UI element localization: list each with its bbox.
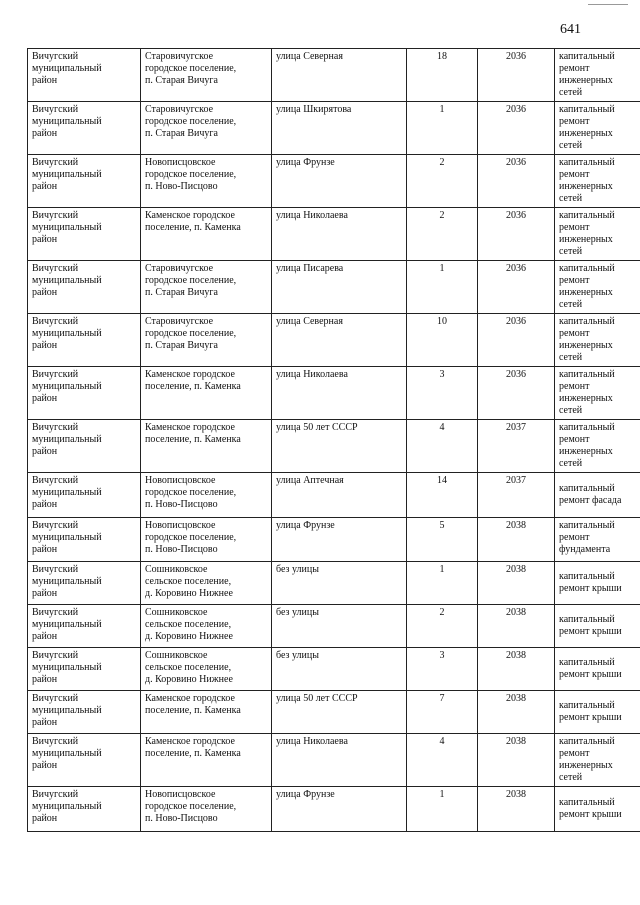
settlement-cell-text: Каменское городское поселение, п. Каменка	[145, 693, 241, 716]
district-cell	[28, 518, 141, 562]
table-row	[28, 314, 640, 367]
table-row	[28, 367, 640, 420]
work-type-cell	[555, 691, 640, 734]
year-cell	[478, 518, 555, 562]
settlement-cell-text: Сошниковское сельское поселение, д. Коровино Нижнее	[145, 650, 233, 685]
house-number-cell	[407, 261, 478, 314]
year-cell	[478, 605, 555, 648]
district-cell-text: Вичугский муниципальный район	[32, 736, 102, 771]
work-type-cell	[555, 367, 640, 420]
street-cell	[272, 518, 407, 562]
work-type-cell-text: капитальный ремонт фундамента	[559, 520, 615, 555]
settlement-cell-text: Старовичугское городское поселение, п. Старая Вичуга	[145, 51, 237, 86]
table-row	[28, 562, 640, 605]
street-cell	[272, 314, 407, 367]
year-cell-text: 2038	[506, 789, 526, 800]
settlement-cell-text: Сошниковское сельское поселение, д. Коровино Нижнее	[145, 564, 233, 599]
house-number-cell	[407, 208, 478, 261]
settlement-cell	[141, 562, 272, 605]
table-row	[28, 787, 640, 832]
district-cell-text: Вичугский муниципальный район	[32, 263, 102, 298]
district-cell-text: Вичугский муниципальный район	[32, 789, 102, 824]
house-number-cell	[407, 314, 478, 367]
street-cell	[272, 102, 407, 155]
year-cell-text: 2038	[506, 650, 526, 661]
work-type-cell-text: капитальный ремонт инженерных сетей	[559, 369, 615, 416]
district-cell-text: Вичугский муниципальный район	[32, 520, 102, 555]
settlement-cell-text: Сошниковское сельское поселение, д. Коровино Нижнее	[145, 607, 233, 642]
district-cell-text: Вичугский муниципальный район	[32, 607, 102, 642]
district-cell-text: Вичугский муниципальный район	[32, 422, 102, 457]
district-cell	[28, 102, 141, 155]
street-cell-text: улица 50 лет СССР	[276, 693, 358, 704]
table-row	[28, 49, 640, 102]
work-type-cell-text: капитальный ремонт инженерных сетей	[559, 104, 615, 151]
house-number-cell	[407, 562, 478, 605]
house-number-cell-text: 1	[439, 263, 445, 274]
district-cell-text: Вичугский муниципальный район	[32, 369, 102, 404]
house-number-cell-text: 1	[439, 564, 445, 575]
year-cell	[478, 648, 555, 691]
house-number-cell-text: 3	[439, 650, 445, 661]
settlement-cell	[141, 691, 272, 734]
registry-table-body	[28, 49, 640, 832]
settlement-cell	[141, 605, 272, 648]
district-cell-text: Вичугский муниципальный район	[32, 475, 102, 510]
year-cell	[478, 208, 555, 261]
house-number-cell-text: 4	[439, 736, 445, 747]
house-number-cell-text: 2	[439, 607, 445, 618]
district-cell	[28, 314, 141, 367]
year-cell	[478, 367, 555, 420]
house-number-cell	[407, 102, 478, 155]
house-number-cell	[407, 734, 478, 787]
year-cell	[478, 49, 555, 102]
street-cell-text: без улицы	[276, 564, 319, 575]
work-type-cell-text: капитальный ремонт инженерных сетей	[559, 263, 615, 310]
house-number-cell-text: 4	[439, 422, 445, 433]
district-cell-text: Вичугский муниципальный район	[32, 157, 102, 192]
year-cell-text: 2038	[506, 564, 526, 575]
work-type-cell	[555, 787, 640, 832]
street-cell	[272, 691, 407, 734]
district-cell	[28, 49, 141, 102]
district-cell	[28, 605, 141, 648]
settlement-cell	[141, 518, 272, 562]
work-type-cell	[555, 314, 640, 367]
house-number-cell	[407, 473, 478, 518]
page-number: 641	[560, 22, 581, 37]
district-cell	[28, 787, 141, 832]
settlement-cell	[141, 102, 272, 155]
house-number-cell	[407, 691, 478, 734]
street-cell-text: без улицы	[276, 650, 319, 661]
district-cell	[28, 691, 141, 734]
table-row	[28, 420, 640, 473]
table-row	[28, 155, 640, 208]
district-cell-text: Вичугский муниципальный район	[32, 650, 102, 685]
year-cell-text: 2038	[506, 520, 526, 531]
work-type-cell-text: капитальный ремонт инженерных сетей	[559, 51, 615, 98]
street-cell-text: улица Фрунзе	[276, 520, 335, 531]
house-number-cell	[407, 367, 478, 420]
table-row	[28, 102, 640, 155]
house-number-cell-text: 14	[437, 475, 447, 486]
district-cell	[28, 648, 141, 691]
settlement-cell	[141, 420, 272, 473]
table-row	[28, 691, 640, 734]
settlement-cell	[141, 367, 272, 420]
work-type-cell	[555, 605, 640, 648]
work-type-cell-text: капитальный ремонт крыши	[559, 797, 622, 820]
district-cell-text: Вичугский муниципальный район	[32, 316, 102, 351]
work-type-cell	[555, 648, 640, 691]
street-cell	[272, 787, 407, 832]
district-cell	[28, 208, 141, 261]
street-cell	[272, 562, 407, 605]
district-cell	[28, 261, 141, 314]
settlement-cell-text: Старовичугское городское поселение, п. Старая Вичуга	[145, 316, 237, 351]
street-cell	[272, 261, 407, 314]
settlement-cell	[141, 155, 272, 208]
district-cell	[28, 155, 141, 208]
year-cell-text: 2036	[506, 157, 526, 168]
house-number-cell	[407, 605, 478, 648]
year-cell	[478, 787, 555, 832]
house-number-cell	[407, 787, 478, 832]
work-type-cell	[555, 208, 640, 261]
district-cell	[28, 367, 141, 420]
work-type-cell	[555, 102, 640, 155]
work-type-cell-text: капитальный ремонт крыши	[559, 571, 622, 594]
work-type-cell-text: капитальный ремонт фасада	[559, 483, 622, 506]
work-type-cell-text: капитальный ремонт инженерных сетей	[559, 736, 615, 783]
street-cell	[272, 648, 407, 691]
table-row	[28, 605, 640, 648]
year-cell	[478, 734, 555, 787]
district-cell-text: Вичугский муниципальный район	[32, 564, 102, 599]
settlement-cell	[141, 49, 272, 102]
year-cell	[478, 691, 555, 734]
settlement-cell	[141, 208, 272, 261]
work-type-cell	[555, 261, 640, 314]
house-number-cell-text: 10	[437, 316, 447, 327]
settlement-cell-text: Каменское городское поселение, п. Каменка	[145, 369, 241, 392]
settlement-cell-text: Каменское городское поселение, п. Каменка	[145, 736, 241, 759]
work-type-cell	[555, 734, 640, 787]
street-cell	[272, 734, 407, 787]
year-cell-text: 2036	[506, 104, 526, 115]
top-rule	[588, 4, 628, 5]
table-row	[28, 473, 640, 518]
district-cell	[28, 473, 141, 518]
street-cell-text: улица 50 лет СССР	[276, 422, 358, 433]
house-number-cell-text: 2	[439, 157, 445, 168]
year-cell	[478, 102, 555, 155]
district-cell-text: Вичугский муниципальный район	[32, 210, 102, 245]
year-cell-text: 2037	[506, 475, 526, 486]
table-row	[28, 261, 640, 314]
settlement-cell-text: Новописцовское городское поселение, п. Ново-Писцово	[145, 520, 237, 555]
settlement-cell-text: Каменское городское поселение, п. Каменка	[145, 422, 241, 445]
settlement-cell	[141, 314, 272, 367]
year-cell-text: 2036	[506, 316, 526, 327]
street-cell	[272, 420, 407, 473]
year-cell-text: 2038	[506, 607, 526, 618]
year-cell	[478, 261, 555, 314]
work-type-cell-text: капитальный ремонт крыши	[559, 657, 622, 680]
work-type-cell-text: капитальный ремонт инженерных сетей	[559, 316, 615, 363]
district-cell-text: Вичугский муниципальный район	[32, 693, 102, 728]
year-cell	[478, 562, 555, 605]
work-type-cell-text: капитальный ремонт крыши	[559, 614, 622, 637]
house-number-cell-text: 18	[437, 51, 447, 62]
settlement-cell-text: Старовичугское городское поселение, п. Старая Вичуга	[145, 104, 237, 139]
street-cell-text: улица Северная	[276, 51, 343, 62]
settlement-cell-text: Старовичугское городское поселение, п. Старая Вичуга	[145, 263, 237, 298]
year-cell	[478, 314, 555, 367]
work-type-cell	[555, 49, 640, 102]
table-row	[28, 518, 640, 562]
settlement-cell	[141, 648, 272, 691]
settlement-cell	[141, 261, 272, 314]
house-number-cell-text: 1	[439, 104, 445, 115]
settlement-cell-text: Новописцовское городское поселение, п. Ново-Писцово	[145, 475, 237, 510]
settlement-cell	[141, 473, 272, 518]
street-cell-text: улица Фрунзе	[276, 157, 335, 168]
district-cell	[28, 562, 141, 605]
house-number-cell-text: 1	[439, 789, 445, 800]
street-cell-text: улица Николаева	[276, 736, 348, 747]
year-cell	[478, 473, 555, 518]
year-cell-text: 2038	[506, 736, 526, 747]
settlement-cell	[141, 787, 272, 832]
street-cell-text: улица Шкирятова	[276, 104, 352, 115]
work-type-cell	[555, 420, 640, 473]
year-cell-text: 2036	[506, 263, 526, 274]
year-cell-text: 2036	[506, 51, 526, 62]
street-cell	[272, 49, 407, 102]
work-type-cell	[555, 155, 640, 208]
street-cell	[272, 367, 407, 420]
street-cell	[272, 208, 407, 261]
house-number-cell	[407, 518, 478, 562]
street-cell	[272, 155, 407, 208]
house-number-cell-text: 3	[439, 369, 445, 380]
settlement-cell	[141, 734, 272, 787]
work-type-cell	[555, 518, 640, 562]
house-number-cell	[407, 648, 478, 691]
street-cell-text: улица Фрунзе	[276, 789, 335, 800]
district-cell	[28, 734, 141, 787]
street-cell-text: улица Писарева	[276, 263, 344, 274]
year-cell	[478, 420, 555, 473]
street-cell-text: улица Аптечная	[276, 475, 344, 486]
work-type-cell-text: капитальный ремонт инженерных сетей	[559, 422, 615, 469]
street-cell	[272, 473, 407, 518]
registry-table	[27, 48, 640, 832]
work-type-cell	[555, 473, 640, 518]
street-cell-text: без улицы	[276, 607, 319, 618]
year-cell	[478, 155, 555, 208]
work-type-cell	[555, 562, 640, 605]
house-number-cell	[407, 155, 478, 208]
street-cell-text: улица Николаева	[276, 210, 348, 221]
district-cell	[28, 420, 141, 473]
work-type-cell-text: капитальный ремонт крыши	[559, 700, 622, 723]
work-type-cell-text: капитальный ремонт инженерных сетей	[559, 157, 615, 204]
settlement-cell-text: Новописцовское городское поселение, п. Ново-Писцово	[145, 789, 237, 824]
year-cell-text: 2037	[506, 422, 526, 433]
table-row	[28, 208, 640, 261]
district-cell-text: Вичугский муниципальный район	[32, 51, 102, 86]
table-row	[28, 648, 640, 691]
house-number-cell	[407, 49, 478, 102]
street-cell	[272, 605, 407, 648]
table-row	[28, 734, 640, 787]
year-cell-text: 2036	[506, 369, 526, 380]
street-cell-text: улица Северная	[276, 316, 343, 327]
year-cell-text: 2036	[506, 210, 526, 221]
house-number-cell-text: 7	[439, 693, 445, 704]
house-number-cell-text: 2	[439, 210, 445, 221]
house-number-cell	[407, 420, 478, 473]
settlement-cell-text: Новописцовское городское поселение, п. Ново-Писцово	[145, 157, 237, 192]
work-type-cell-text: капитальный ремонт инженерных сетей	[559, 210, 615, 257]
house-number-cell-text: 5	[439, 520, 445, 531]
settlement-cell-text: Каменское городское поселение, п. Каменка	[145, 210, 241, 233]
year-cell-text: 2038	[506, 693, 526, 704]
street-cell-text: улица Николаева	[276, 369, 348, 380]
district-cell-text: Вичугский муниципальный район	[32, 104, 102, 139]
